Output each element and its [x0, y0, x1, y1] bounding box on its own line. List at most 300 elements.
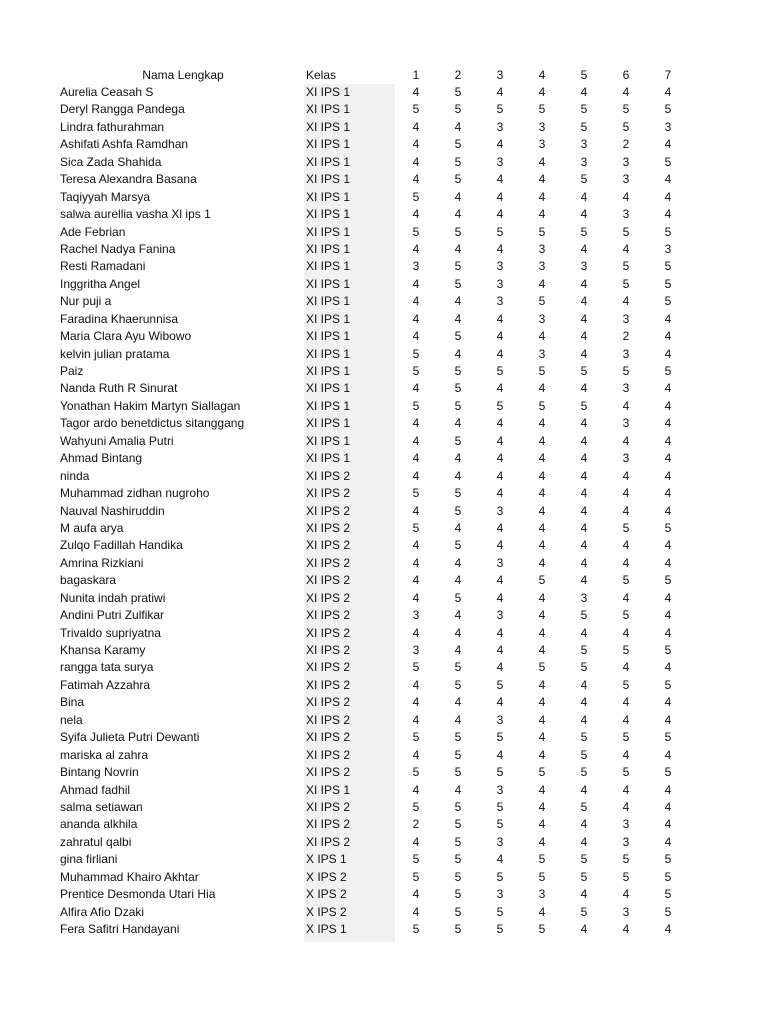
- score-cell-6: 5: [622, 520, 630, 535]
- score-cell-2: 5: [454, 765, 462, 780]
- header-score-7: 7: [664, 68, 672, 82]
- table-row: [60, 101, 689, 118]
- kelas-cell: XI IPS 1: [306, 416, 351, 431]
- student-name-cell: Andini Putri Zulfikar: [60, 608, 165, 623]
- table-row: [60, 869, 689, 886]
- score-cell-2: 5: [454, 433, 462, 448]
- score-cell-5: 3: [580, 154, 588, 169]
- student-name-cell: bagaskara: [60, 573, 117, 588]
- score-cell-7: 4: [664, 712, 672, 727]
- score-cell-2: 5: [454, 224, 462, 239]
- score-cell-5: 3: [580, 259, 588, 274]
- student-name-cell: mariska al zahra: [60, 747, 149, 762]
- score-cell-2: 5: [454, 852, 462, 867]
- score-cell-1: 3: [412, 608, 420, 623]
- score-cell-2: 4: [454, 451, 462, 466]
- score-cell-4: 4: [538, 538, 546, 553]
- score-cell-5: 4: [580, 189, 588, 204]
- score-cell-4: 3: [538, 346, 546, 361]
- score-cell-6: 4: [622, 887, 630, 902]
- score-cell-6: 4: [622, 294, 630, 309]
- score-cell-7: 5: [664, 643, 672, 657]
- score-cell-6: 5: [622, 364, 630, 378]
- table-row: [60, 572, 689, 589]
- score-cell-3: 5: [496, 904, 504, 919]
- student-name-cell: Khansa Karamy: [60, 643, 146, 657]
- score-cell-5: 4: [580, 625, 588, 640]
- score-cell-4: 5: [538, 398, 546, 413]
- student-name-cell: Lindra fathurahman: [60, 119, 165, 134]
- score-cell-5: 5: [580, 643, 588, 657]
- score-cell-7: 4: [664, 381, 672, 396]
- table-row: [60, 851, 689, 868]
- score-cell-6: 5: [622, 852, 630, 867]
- score-cell-4: 4: [538, 730, 546, 745]
- student-name-cell: Resti Ramadani: [60, 259, 146, 274]
- score-cell-6: 3: [622, 311, 630, 326]
- score-cell-4: 4: [538, 590, 546, 605]
- score-cell-2: 5: [454, 137, 462, 152]
- score-cell-4: 4: [538, 154, 546, 169]
- score-cell-3: 4: [496, 695, 504, 710]
- score-cell-5: 4: [580, 451, 588, 466]
- score-cell-6: 2: [622, 329, 630, 344]
- score-cell-4: 4: [538, 799, 546, 814]
- kelas-cell: XI IPS 1: [306, 451, 351, 466]
- score-cell-4: 4: [538, 555, 546, 570]
- score-cell-1: 4: [412, 329, 420, 344]
- student-name-cell: Rachel Nadya Fanina: [60, 241, 176, 256]
- score-cell-7: 4: [664, 695, 672, 710]
- table-row: [60, 537, 689, 554]
- score-cell-1: 4: [412, 555, 420, 570]
- score-cell-5: 5: [580, 747, 588, 762]
- score-cell-6: 4: [622, 799, 630, 814]
- score-cell-2: 4: [454, 625, 462, 640]
- score-cell-5: 4: [580, 573, 588, 588]
- score-cell-2: 4: [454, 207, 462, 222]
- score-cell-4: 4: [538, 85, 546, 99]
- table-row: [60, 293, 689, 310]
- student-name-cell: Deryl Rangga Pandega: [60, 102, 185, 117]
- kelas-cell: XI IPS 2: [306, 468, 351, 483]
- score-cell-6: 3: [622, 451, 630, 466]
- table-row: [60, 677, 689, 694]
- student-name-cell: Inggritha Angel: [60, 276, 141, 291]
- student-name-cell: Muhammad zidhan nugroho: [60, 486, 210, 501]
- score-cell-3: 4: [496, 643, 504, 657]
- score-cell-6: 5: [622, 730, 630, 745]
- table-row: [60, 433, 689, 450]
- header-score-2: 2: [454, 68, 462, 82]
- score-cell-7: 5: [664, 294, 672, 309]
- score-cell-2: 5: [454, 834, 462, 849]
- score-cell-1: 4: [412, 451, 420, 466]
- table-row: [60, 694, 689, 711]
- table-row: [60, 904, 689, 921]
- score-cell-3: 4: [496, 520, 504, 535]
- score-cell-6: 5: [622, 259, 630, 274]
- score-cell-7: 5: [664, 765, 672, 780]
- score-cell-6: 5: [622, 119, 630, 134]
- score-cell-5: 4: [580, 241, 588, 256]
- score-cell-3: 3: [496, 276, 504, 291]
- score-cell-7: 4: [664, 590, 672, 605]
- score-cell-1: 4: [412, 503, 420, 518]
- score-cell-7: 4: [664, 625, 672, 640]
- score-cell-2: 5: [454, 85, 462, 99]
- kelas-cell: XI IPS 1: [306, 172, 351, 187]
- header-nama-lengkap: Nama Lengkap: [142, 68, 224, 82]
- score-cell-3: 4: [496, 311, 504, 326]
- score-cell-1: 4: [412, 695, 420, 710]
- score-cell-5: 4: [580, 346, 588, 361]
- score-cell-7: 4: [664, 346, 672, 361]
- table-row: [60, 450, 689, 467]
- score-cell-5: 4: [580, 329, 588, 344]
- score-cell-4: 3: [538, 259, 546, 274]
- student-name-cell: Fatimah Azzahra: [60, 677, 151, 692]
- header-kelas: Kelas: [306, 68, 337, 82]
- score-cell-1: 5: [412, 660, 420, 675]
- student-name-cell: M aufa arya: [60, 520, 124, 535]
- score-cell-1: 4: [412, 834, 420, 849]
- score-cell-3: 4: [496, 137, 504, 152]
- table-row: [60, 799, 689, 816]
- score-cell-6: 3: [622, 817, 630, 832]
- kelas-cell: XI IPS 2: [306, 747, 351, 762]
- score-cell-1: 4: [412, 677, 420, 692]
- score-cell-2: 5: [454, 730, 462, 745]
- kelas-cell: XI IPS 1: [306, 224, 351, 239]
- score-cell-5: 4: [580, 887, 588, 902]
- score-cell-1: 4: [412, 538, 420, 553]
- student-name-cell: nela: [60, 712, 83, 727]
- kelas-cell: XI IPS 2: [306, 660, 351, 675]
- score-cell-3: 4: [496, 207, 504, 222]
- kelas-cell: XI IPS 2: [306, 677, 351, 692]
- score-cell-3: 3: [496, 782, 504, 797]
- score-cell-2: 4: [454, 712, 462, 727]
- score-cell-2: 4: [454, 311, 462, 326]
- score-cell-4: 4: [538, 416, 546, 431]
- score-cell-1: 4: [412, 468, 420, 483]
- score-cell-6: 5: [622, 677, 630, 692]
- score-cell-3: 4: [496, 852, 504, 867]
- score-cell-2: 4: [454, 520, 462, 535]
- score-cell-5: 4: [580, 503, 588, 518]
- score-cell-5: 4: [580, 712, 588, 727]
- score-cell-3: 4: [496, 468, 504, 483]
- table-row: [60, 555, 689, 572]
- table-row: [60, 921, 689, 938]
- score-cell-2: 4: [454, 573, 462, 588]
- score-cell-5: 4: [580, 486, 588, 501]
- score-cell-7: 3: [664, 241, 672, 256]
- score-cell-6: 5: [622, 608, 630, 623]
- score-cell-7: 5: [664, 887, 672, 902]
- score-cell-1: 5: [412, 224, 420, 239]
- score-cell-7: 4: [664, 503, 672, 518]
- score-cell-3: 3: [496, 503, 504, 518]
- kelas-cell: XI IPS 2: [306, 625, 351, 640]
- score-cell-6: 5: [622, 643, 630, 657]
- kelas-cell: XI IPS 1: [306, 346, 351, 361]
- table-row: [60, 258, 689, 275]
- score-cell-2: 5: [454, 869, 462, 884]
- score-cell-4: 4: [538, 451, 546, 466]
- student-name-cell: Nur puji a: [60, 294, 112, 309]
- kelas-cell: XI IPS 1: [306, 189, 351, 204]
- student-name-cell: Ahmad Bintang: [60, 451, 143, 466]
- score-cell-3: 3: [496, 608, 504, 623]
- score-cell-4: 3: [538, 119, 546, 134]
- score-cell-5: 4: [580, 468, 588, 483]
- score-cell-1: 4: [412, 85, 420, 99]
- score-cell-1: 2: [412, 817, 420, 832]
- score-cell-5: 4: [580, 207, 588, 222]
- score-cell-4: 4: [538, 608, 546, 623]
- student-name-cell: Bintang Novrin: [60, 765, 139, 780]
- score-cell-1: 5: [412, 364, 420, 378]
- kelas-cell: XI IPS 1: [306, 137, 351, 152]
- score-cell-7: 4: [664, 782, 672, 797]
- kelas-cell: XI IPS 2: [306, 573, 351, 588]
- table-row: [60, 816, 689, 833]
- student-name-cell: zahratul qalbi: [60, 834, 132, 849]
- score-cell-5: 4: [580, 311, 588, 326]
- score-cell-2: 5: [454, 172, 462, 187]
- score-cell-4: 4: [538, 172, 546, 187]
- score-cell-4: 4: [538, 276, 546, 291]
- kelas-cell: XI IPS 2: [306, 486, 351, 501]
- score-cell-6: 3: [622, 172, 630, 187]
- score-cell-5: 4: [580, 834, 588, 849]
- score-cell-6: 5: [622, 573, 630, 588]
- student-name-cell: Zulqo Fadillah Handika: [60, 538, 183, 553]
- score-cell-3: 5: [496, 799, 504, 814]
- score-cell-4: 4: [538, 433, 546, 448]
- student-name-cell: Sica Zada Shahida: [60, 154, 162, 169]
- score-cell-2: 5: [454, 922, 462, 936]
- table-row: [60, 363, 689, 380]
- score-cell-3: 4: [496, 346, 504, 361]
- score-cell-3: 4: [496, 329, 504, 344]
- score-cell-1: 5: [412, 922, 420, 936]
- kelas-cell: XI IPS 2: [306, 643, 351, 657]
- score-cell-6: 4: [622, 712, 630, 727]
- kelas-cell: XI IPS 1: [306, 259, 351, 274]
- score-cell-4: 4: [538, 817, 546, 832]
- student-name-cell: kelvin julian pratama: [60, 346, 170, 361]
- score-cell-6: 4: [622, 503, 630, 518]
- kelas-cell: X IPS 2: [306, 869, 347, 884]
- score-cell-7: 4: [664, 555, 672, 570]
- student-name-cell: Syifa Julieta Putri Dewanti: [60, 730, 200, 745]
- score-cell-3: 4: [496, 538, 504, 553]
- kelas-cell: XI IPS 2: [306, 730, 351, 745]
- score-cell-7: 4: [664, 189, 672, 204]
- kelas-cell: X IPS 2: [306, 887, 347, 902]
- student-name-cell: Yonathan Hakim Martyn Siallagan: [60, 398, 241, 413]
- table-row: [60, 782, 689, 799]
- kelas-cell: XI IPS 2: [306, 765, 351, 780]
- score-cell-5: 3: [580, 590, 588, 605]
- score-cell-5: 4: [580, 416, 588, 431]
- score-cell-3: 3: [496, 119, 504, 134]
- score-cell-1: 4: [412, 573, 420, 588]
- student-name-cell: Maria Clara Ayu Wibowo: [60, 329, 192, 344]
- score-cell-1: 5: [412, 346, 420, 361]
- score-cell-2: 5: [454, 660, 462, 675]
- kelas-cell: XI IPS 1: [306, 119, 351, 134]
- student-name-cell: salwa aurellia vasha Xl ips 1: [60, 207, 211, 222]
- score-cell-7: 4: [664, 799, 672, 814]
- score-cell-7: 5: [664, 154, 672, 169]
- table-row: [60, 206, 689, 223]
- student-name-cell: Ahmad fadhil: [60, 782, 131, 797]
- score-cell-1: 5: [412, 852, 420, 867]
- score-cell-7: 4: [664, 433, 672, 448]
- score-cell-1: 4: [412, 311, 420, 326]
- score-cell-7: 5: [664, 102, 672, 117]
- student-name-cell: gina firliani: [60, 852, 118, 867]
- score-cell-5: 5: [580, 364, 588, 378]
- student-name-cell: Paiz: [60, 364, 84, 378]
- score-cell-5: 4: [580, 817, 588, 832]
- score-cell-3: 5: [496, 102, 504, 117]
- score-cell-1: 4: [412, 904, 420, 919]
- kelas-cell: XI IPS 2: [306, 520, 351, 535]
- score-cell-3: 5: [496, 224, 504, 239]
- score-cell-2: 5: [454, 677, 462, 692]
- score-cell-6: 3: [622, 416, 630, 431]
- score-cell-6: 4: [622, 241, 630, 256]
- score-cell-6: 4: [622, 590, 630, 605]
- score-cell-1: 4: [412, 381, 420, 396]
- table-row: [60, 590, 689, 607]
- score-cell-7: 4: [664, 747, 672, 762]
- kelas-cell: XI IPS 2: [306, 590, 351, 605]
- score-cell-4: 4: [538, 625, 546, 640]
- score-cell-3: 4: [496, 747, 504, 762]
- table-row: [60, 415, 689, 432]
- score-cell-1: 4: [412, 276, 420, 291]
- score-cell-6: 4: [622, 782, 630, 797]
- score-cell-5: 5: [580, 660, 588, 675]
- score-cell-7: 5: [664, 520, 672, 535]
- score-cell-7: 4: [664, 922, 672, 936]
- score-cell-4: 4: [538, 695, 546, 710]
- score-cell-3: 4: [496, 660, 504, 675]
- score-cell-6: 5: [622, 765, 630, 780]
- kelas-cell: XI IPS 1: [306, 398, 351, 413]
- score-cell-2: 4: [454, 555, 462, 570]
- score-cell-2: 4: [454, 782, 462, 797]
- score-cell-2: 4: [454, 468, 462, 483]
- score-cell-7: 4: [664, 137, 672, 152]
- score-cell-4: 4: [538, 207, 546, 222]
- score-cell-4: 5: [538, 224, 546, 239]
- kelas-cell: X IPS 2: [306, 904, 347, 919]
- score-cell-5: 4: [580, 922, 588, 936]
- score-cell-3: 3: [496, 555, 504, 570]
- table-body: [60, 84, 689, 938]
- score-cell-4: 4: [538, 904, 546, 919]
- score-cell-7: 4: [664, 329, 672, 344]
- score-cell-6: 4: [622, 468, 630, 483]
- score-cell-1: 4: [412, 625, 420, 640]
- table-row: [60, 136, 689, 153]
- score-cell-7: 4: [664, 538, 672, 553]
- score-cell-7: 4: [664, 608, 672, 623]
- score-cell-7: 4: [664, 817, 672, 832]
- score-cell-3: 5: [496, 677, 504, 692]
- table-row: [60, 398, 689, 415]
- kelas-cell: XI IPS 2: [306, 555, 351, 570]
- score-cell-5: 4: [580, 677, 588, 692]
- score-cell-5: 5: [580, 608, 588, 623]
- score-cell-7: 4: [664, 85, 672, 99]
- score-cell-6: 2: [622, 137, 630, 152]
- score-cell-1: 5: [412, 520, 420, 535]
- table-row: [60, 154, 689, 171]
- kelas-cell: XI IPS 1: [306, 85, 351, 99]
- score-cell-7: 5: [664, 677, 672, 692]
- score-cell-7: 4: [664, 660, 672, 675]
- table-row: [60, 520, 689, 537]
- table-row: [60, 625, 689, 642]
- student-score-table: [60, 66, 689, 938]
- student-name-cell: Faradina Khaerunnisa: [60, 311, 179, 326]
- score-cell-1: 5: [412, 189, 420, 204]
- header-score-1: 1: [412, 68, 420, 82]
- score-cell-1: 5: [412, 486, 420, 501]
- score-cell-1: 4: [412, 154, 420, 169]
- score-cell-1: 5: [412, 869, 420, 884]
- score-cell-1: 4: [412, 416, 420, 431]
- student-name-cell: Bina: [60, 695, 85, 710]
- score-cell-3: 5: [496, 817, 504, 832]
- score-cell-2: 5: [454, 747, 462, 762]
- kelas-cell: XI IPS 1: [306, 329, 351, 344]
- score-cell-7: 5: [664, 852, 672, 867]
- table-row: [60, 485, 689, 502]
- score-cell-5: 5: [580, 730, 588, 745]
- score-cell-7: 5: [664, 259, 672, 274]
- score-cell-1: 4: [412, 782, 420, 797]
- student-name-cell: Nauval Nashiruddin: [60, 503, 165, 518]
- score-cell-4: 4: [538, 712, 546, 727]
- score-cell-6: 4: [622, 189, 630, 204]
- score-cell-5: 4: [580, 520, 588, 535]
- table-row: [60, 241, 689, 258]
- student-name-cell: Prentice Desmonda Utari Hia: [60, 887, 216, 902]
- kelas-cell: XI IPS 2: [306, 712, 351, 727]
- kelas-cell: XI IPS 1: [306, 102, 351, 117]
- score-cell-7: 4: [664, 311, 672, 326]
- score-cell-4: 3: [538, 137, 546, 152]
- student-name-cell: Tagor ardo benetdictus sitanggang: [60, 416, 245, 431]
- score-cell-3: 5: [496, 922, 504, 936]
- score-cell-7: 5: [664, 224, 672, 239]
- score-cell-3: 4: [496, 85, 504, 99]
- score-cell-4: 5: [538, 765, 546, 780]
- header-row: [60, 66, 689, 84]
- score-cell-2: 4: [454, 416, 462, 431]
- score-cell-7: 4: [664, 451, 672, 466]
- score-cell-2: 5: [454, 590, 462, 605]
